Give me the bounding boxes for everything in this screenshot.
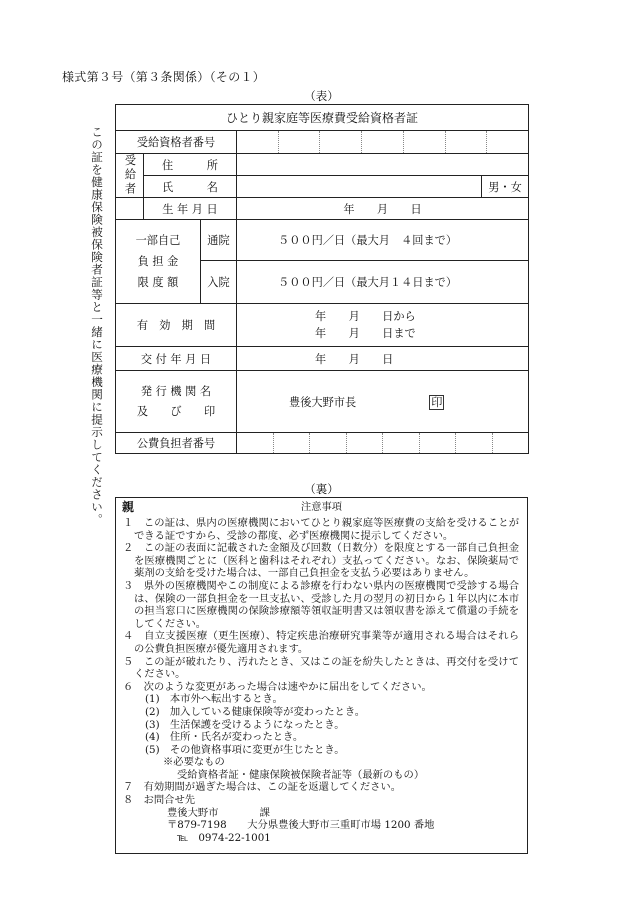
issue-date-label: 交 付 年 月 日 (116, 347, 237, 371)
issuer-field (237, 371, 529, 433)
change-item: (4) 住所・氏名が変わったとき。 (145, 731, 304, 744)
certificate-back-notes (115, 497, 528, 854)
note-5: ５ この証が破れたり、汚れたとき、又はこの証を紛失したときは、再交付を受けてください。 (123, 655, 519, 681)
name-label: 氏 名 (144, 176, 237, 198)
outpatient-limit: ５００円／日（最大月 ４回まで） (237, 220, 529, 261)
issuer-label: 発 行 機 関 名 及 び 印 (116, 371, 237, 433)
note-8: ８ お問合せ先 (123, 794, 196, 807)
issuer-name: 豊後大野市長 (289, 395, 357, 409)
note-1: １ この証は、県内の医療機関においてひとり親家庭等医療費の支給を受けることができる証ですから、受診の都度、必ず医療機関に提示してください。 (123, 517, 519, 542)
required-items-title: ※必要なもの (163, 756, 225, 769)
form-number-label: 様式第３号（第３条関係）（その１） (62, 70, 266, 84)
recipient-number-label: 受給資格者番号 (116, 131, 237, 154)
notes-title: 注意事項 (300, 501, 343, 513)
validity-period-field: 年 月 日から 年 月 日まで (237, 304, 529, 347)
certificate-title: ひとり親家庭等医療費受給資格者証 (116, 105, 529, 131)
note-4: ４ 自立支援医療（更生医療）、特定疾患治療研究事業等が適用される場合はそれらの公費負担医療が優先適用されます。 (123, 630, 519, 655)
certificate-front-table (115, 104, 529, 454)
birth-date-label: 生 年 月 日 (144, 198, 237, 220)
name-field (237, 176, 482, 198)
gender-field: 男・女 (482, 176, 529, 198)
note-7: ７ 有効期間が過ぎた場合は、この証を返還してください。 (123, 781, 402, 794)
contact-address: 〒879-7198 大分県豊後大野市三重町市場 1200 番地 (167, 819, 435, 832)
note-3: ３ 県外の医療機関やこの制度による診療を行わない県内の医療機関で受診する場合は、保険の一部負担金を一旦支払い、受診した月の翌月の初日から１年以内に本市の担当窓口に医療機関の保険診療額等領収証明書又は領収書を添えて償還の手続をしてください。 (123, 579, 519, 630)
inpatient-label: 入院 (201, 261, 237, 304)
issue-date-field: 年 月 日 (237, 347, 529, 371)
single-parent-mark: 親 (122, 500, 135, 514)
change-item: (5) その他資格事項に変更が生じたとき。 (145, 743, 345, 756)
public-payer-number-field (237, 433, 529, 454)
recipient-group-label: 受給者 (116, 154, 144, 198)
recipient-number-field (237, 131, 529, 154)
seal-mark: 印 (431, 395, 443, 409)
validity-period-label: 有 効 期 間 (116, 304, 237, 347)
note-2: ２ この証の表面に記載された金額及び回数（日数分）を限度とする一部自己負担金を医療機関ごとに（医科と歯科はそれぞれ）支払ってください。なお、保険薬局で薬剤の支給を受けた場合は、一部自己負担金を支払う必要はありません。 (123, 542, 519, 580)
inpatient-limit: ５００円／日（最大月１４日まで） (237, 261, 529, 304)
outpatient-label: 通院 (201, 220, 237, 261)
front-side-label: （表） (304, 89, 339, 103)
required-items: 受給資格者証・健康保険被保険者証等（最新のもの） (177, 768, 425, 781)
contact-phone: ℡ 0974-22-1001 (177, 831, 271, 844)
back-side-label: （裏） (304, 482, 339, 496)
change-item: (1) 本市外へ転出するとき。 (145, 693, 283, 706)
presentation-notice: この証を健康保険被保険者証等と一緒に医療機関に提示してください。 (90, 126, 104, 526)
public-payer-number-label: 公費負担者番号 (116, 433, 237, 454)
change-item: (2) 加入している健康保険等が変わったとき。 (145, 705, 366, 718)
contact-organization: 豊後大野市 課 (167, 806, 270, 819)
address-label: 住 所 (144, 154, 237, 176)
change-item: (3) 生活保護を受けるようになったとき。 (145, 718, 345, 731)
address-field (237, 154, 529, 176)
birth-date-field: 年 月 日 (237, 198, 529, 220)
note-6: ６ 次のような変更があった場合は速やかに届出をしてください。 (123, 680, 432, 693)
copay-limit-label: 一部自己 負 担 金 限 度 額 (116, 220, 201, 304)
